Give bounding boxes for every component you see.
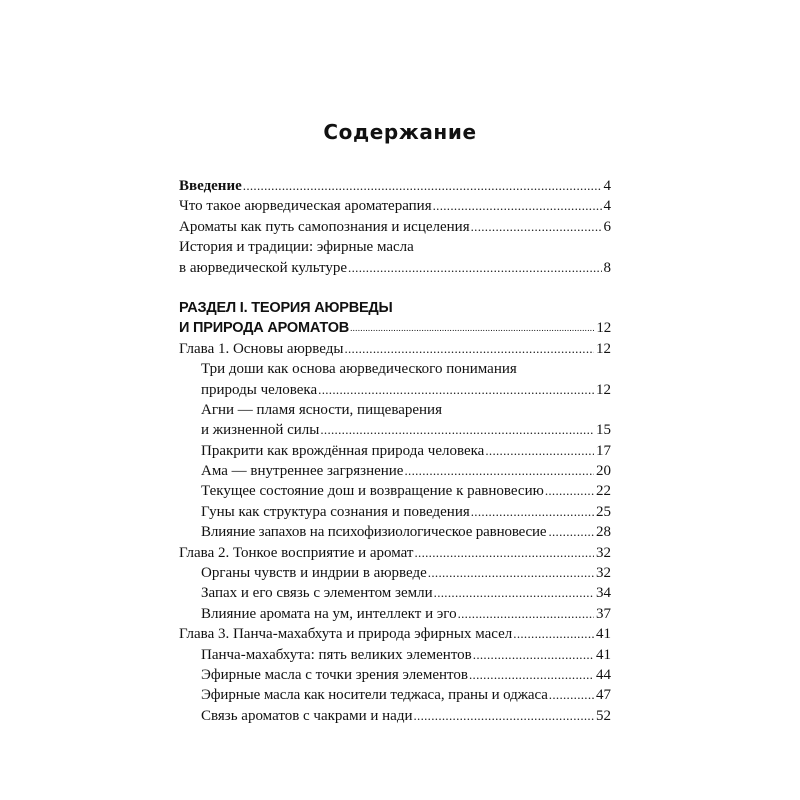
toc-page-number: 17 [596, 442, 611, 459]
toc-page-number: 6 [603, 218, 611, 235]
page-title: Содержание [323, 120, 477, 144]
toc-leader-dots [469, 665, 594, 685]
toc-entry-title: Пракрити как врождённая природа человека [201, 442, 485, 459]
toc-leader-dots [434, 583, 594, 603]
toc-entry-title: Ароматы как путь самопознания и исцеления [179, 218, 470, 235]
section-title: РАЗДЕЛ I. ТЕОРИЯ АЮРВЕДЫ [179, 299, 393, 316]
toc-entry-title: Ама — внутреннее загрязнение [201, 463, 404, 480]
toc-entry[interactable] [179, 604, 611, 624]
toc-page-number: 22 [596, 483, 611, 500]
toc-page-number: 44 [596, 666, 611, 683]
toc-leader-dots [428, 563, 594, 583]
toc-page-number: 4 [603, 198, 611, 215]
toc-page-number: 52 [596, 707, 611, 724]
toc-leader-dots [471, 502, 594, 522]
chapter-title: Глава 3. Панча-махабхута и природа эфирных масел [179, 626, 513, 643]
toc-chapter-2[interactable] [179, 543, 611, 563]
toc-entry-line2[interactable] [179, 258, 611, 278]
toc-leader-dots [485, 441, 594, 461]
toc-entry-title: Панча-махабхута: пять великих элементов [201, 646, 472, 663]
toc-entry-line1[interactable] [179, 237, 611, 257]
toc-page-number: 4 [603, 177, 611, 194]
toc-entry[interactable] [179, 645, 611, 665]
toc-entry[interactable] [179, 217, 611, 237]
toc-page-number: 41 [596, 646, 611, 663]
toc-leader-dots [471, 217, 602, 237]
toc-entry-line1[interactable] [179, 359, 611, 379]
toc-entry[interactable] [179, 522, 611, 542]
toc-entry-title: Гуны как структура сознания и поведения [201, 503, 470, 520]
toc-entry-title: Текущее состояние дош и возвращение к равновесию [201, 483, 544, 500]
toc-entry-title: и жизненной силы [201, 422, 320, 439]
toc-entry[interactable] [179, 706, 611, 726]
toc-page-number: 20 [596, 463, 611, 480]
toc-entry[interactable] [179, 502, 611, 522]
table-of-contents [179, 176, 611, 726]
toc-page-number: 25 [596, 503, 611, 520]
toc-page-number: 41 [596, 626, 611, 643]
toc-entry-title: Эфирные масла с точки зрения элементов [201, 666, 468, 683]
toc-page-number: 37 [596, 605, 611, 622]
toc-entry-title: Запах и его связь с элементом земли [201, 585, 433, 602]
section-gap [179, 278, 611, 298]
toc-entry-title: Введение [179, 177, 242, 194]
toc-entry-title: Связь ароматов с чакрами и нади [201, 707, 413, 724]
toc-leader-dots [513, 624, 594, 644]
toc-entry-title: Влияние запахов на психофизиологическое равновесие [201, 524, 547, 541]
toc-leader-dots [350, 318, 594, 338]
toc-entry-title: Три доши как основа аюрведического понимания [201, 361, 517, 378]
toc-entry-intro[interactable] [179, 176, 611, 196]
toc-entry[interactable] [179, 481, 611, 501]
toc-entry[interactable] [179, 665, 611, 685]
toc-leader-dots [473, 645, 594, 665]
toc-leader-dots [458, 604, 594, 624]
toc-entry-line2[interactable] [179, 380, 611, 400]
toc-entry-title: Агни — пламя ясности, пищеварения [201, 401, 442, 418]
toc-page-number: 32 [596, 565, 611, 582]
toc-page-number: 12 [596, 340, 611, 357]
toc-entry[interactable] [179, 685, 611, 705]
section-title: И ПРИРОДА АРОМАТОВ [179, 320, 350, 337]
toc-entry-title: Эфирные масла как носители теджаса, праны и оджаса [201, 687, 548, 704]
toc-leader-dots [413, 706, 594, 726]
toc-page-number: 28 [596, 524, 611, 541]
toc-entry-title: Влияние аромата на ум, интеллект и эго [201, 605, 457, 622]
toc-leader-dots [548, 522, 594, 542]
chapter-title: Глава 1. Основы аюрведы [179, 340, 344, 357]
toc-section-heading-line1[interactable] [179, 298, 611, 318]
toc-entry[interactable] [179, 461, 611, 481]
toc-entry-title: природы человека [201, 381, 318, 398]
toc-leader-dots [414, 543, 594, 563]
toc-entry[interactable] [179, 563, 611, 583]
toc-chapter-3[interactable] [179, 624, 611, 644]
toc-entry-title: в аюрведической культуре [179, 259, 348, 276]
toc-entry[interactable] [179, 441, 611, 461]
chapter-title: Глава 2. Тонкое восприятие и аромат [179, 544, 414, 561]
toc-page-number: 12 [596, 320, 611, 337]
toc-page-number: 12 [596, 381, 611, 398]
toc-leader-dots [433, 196, 602, 216]
toc-leader-dots [344, 339, 594, 359]
toc-entry-line1[interactable] [179, 400, 611, 420]
toc-page-number: 8 [603, 259, 611, 276]
toc-leader-dots [549, 685, 595, 705]
toc-chapter-1[interactable] [179, 339, 611, 359]
toc-section-heading-line2[interactable] [179, 318, 611, 338]
toc-leader-dots [545, 481, 594, 501]
toc-leader-dots [318, 380, 594, 400]
toc-entry-title: Органы чувств и индрии в аюрведе [201, 565, 427, 582]
toc-entry-title: История и традиции: эфирные масла [179, 239, 414, 256]
toc-entry[interactable] [179, 583, 611, 603]
toc-leader-dots [348, 258, 601, 278]
toc-entry[interactable] [179, 196, 611, 216]
toc-page-number: 15 [596, 422, 611, 439]
toc-page-number: 32 [596, 544, 611, 561]
toc-page-number: 34 [596, 585, 611, 602]
toc-entry-title: Что такое аюрведическая ароматерапия [179, 198, 432, 215]
toc-page-number: 47 [596, 687, 611, 704]
toc-leader-dots [243, 176, 602, 196]
toc-leader-dots [320, 420, 594, 440]
toc-entry-line2[interactable] [179, 420, 611, 440]
toc-leader-dots [404, 461, 594, 481]
